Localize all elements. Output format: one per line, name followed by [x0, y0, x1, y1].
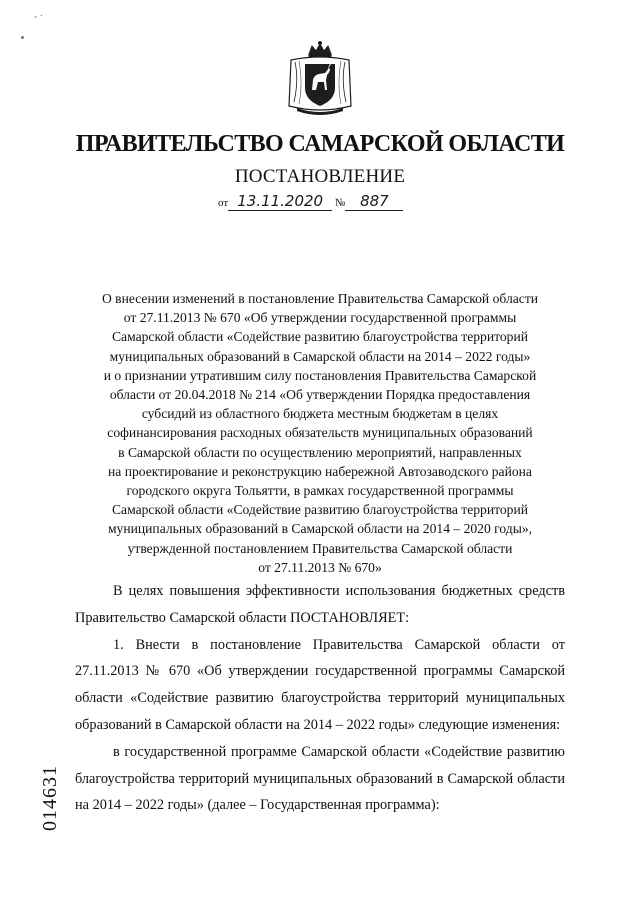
samara-coat-of-arms-emblem [285, 40, 355, 118]
body-paragraph-program: в государственной программе Самарской области «Содействие развитию благоустройства территорий муниципальных образований в Самарской области на 2014 – 2022 годы» (далее – Государственная программа): [75, 743, 565, 814]
scan-artifact-dot [21, 36, 24, 39]
subject-line: муниципальных образований в Самарской области на 2014 – 2020 годы», [107, 521, 533, 537]
coat-of-arms-icon [285, 40, 355, 118]
number-label: № [334, 197, 346, 209]
subject-line: софинансирования расходных обязательств муниципальных образований [107, 425, 533, 441]
date-value-handwritten: 13.11.2020 [228, 193, 332, 211]
subject-line: городского округа Тольятти, в рамках государственной программы [126, 483, 514, 499]
subject-line: О внесении изменений в постановление Правительства Самарской области [101, 291, 539, 306]
subject-line: и о признании утратившим силу постановления Правительства Самарской [103, 367, 537, 383]
subject-line: Самарской области «Содействие развитию благоустройства территорий [111, 329, 529, 345]
subject-line: от 27.11.2013 № 670» [258, 559, 382, 575]
subject-line: в Самарской области по осуществлению мероприятий, направленных [118, 444, 522, 460]
date-label: от [218, 197, 229, 209]
body-paragraph-preamble: В целях повышения эффективности использования бюджетных средств Правительство Самарской области ПОСТАНОВЛЯЕТ: [75, 583, 565, 626]
date-number-line [218, 193, 403, 211]
subject-line: от 27.11.2013 № 670 «Об утверждении государственной программы [123, 310, 517, 326]
resolution-subject [60, 289, 580, 577]
subject-line: утвержденной постановлением Правительства Самарской области [127, 540, 513, 556]
subject-line: субсидий из областного бюджета местным бюджетам в целях [141, 406, 499, 422]
number-value-handwritten: 887 [345, 193, 403, 211]
government-title: ПРАВИТЕЛЬСТВО САМАРСКОЙ ОБЛАСТИ [75, 131, 565, 157]
subject-line: Самарской области «Содействие развитию благоустройства территорий [111, 502, 529, 518]
side-registration-number: 014631 [39, 765, 61, 831]
scan-artifact-mark: - · [33, 11, 44, 23]
body-paragraph-item-1: 1. Внести в постановление Правительства Самарской области от 27.11.2013 № 670 «Об утверждении государственной программы Самарской области «Содействие развитию благоустройства территорий муниципальных образований в Самарской области на 2014 – 2022 годы» следующие изменения: [75, 636, 565, 733]
resolution-body [75, 578, 565, 819]
document-type-title: ПОСТАНОВЛЕНИЕ [234, 166, 406, 187]
subject-line: муниципальных образований в Самарской области на 2014 – 2022 годы» [109, 348, 531, 364]
subject-line: на проектирование и реконструкцию набережной Автозаводского района [108, 463, 532, 479]
subject-line: области от 20.04.2018 № 214 «Об утверждении Порядка предоставления [109, 387, 531, 403]
